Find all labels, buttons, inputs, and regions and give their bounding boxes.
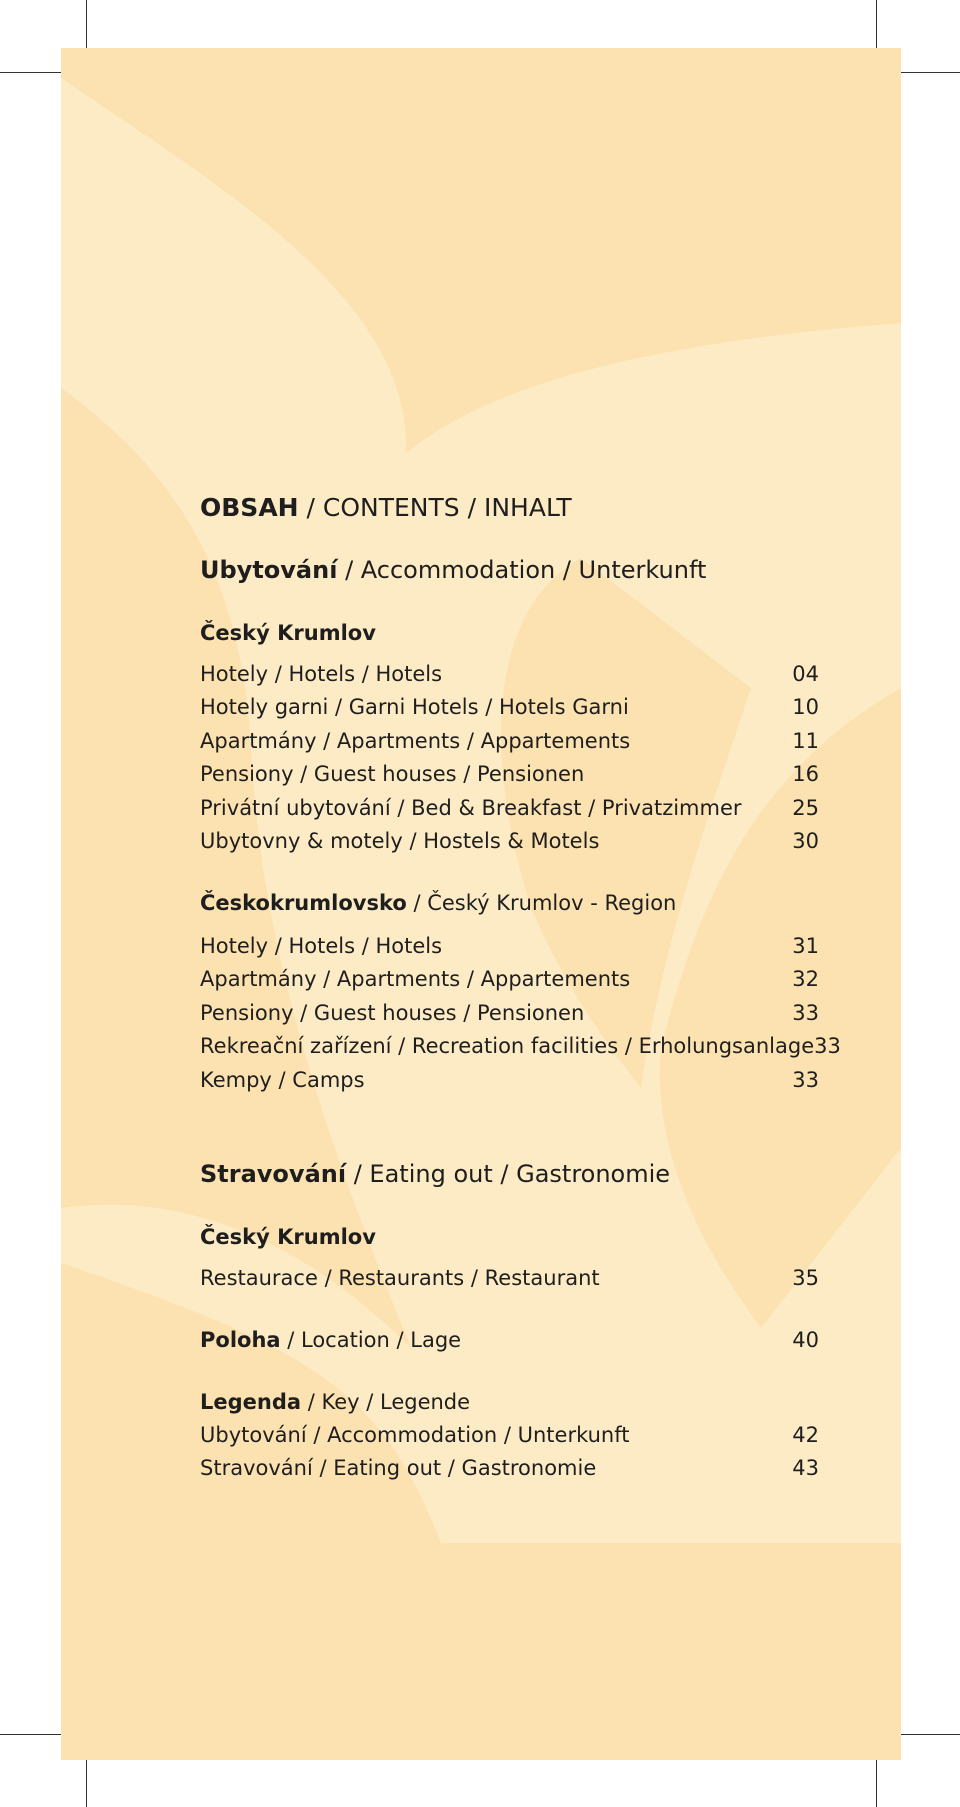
item-label: Hotely / Hotels / Hotels (200, 934, 443, 958)
list-item[interactable] (200, 691, 819, 723)
item-label: Ubytování / Accommodation / Unterkunft (200, 1423, 630, 1447)
page-title: OBSAH / CONTENTS / INHALT (200, 493, 572, 522)
crop-mark (86, 0, 87, 48)
item-label: Apartmány / Apartments / Appartements (200, 729, 631, 753)
list-item[interactable] (200, 725, 819, 757)
item-label: Hotely / Hotels / Hotels (200, 662, 443, 686)
eating-heading: Stravování / Eating out / Gastronomie (200, 1160, 671, 1188)
page-number: 04 (792, 662, 819, 686)
page-number: 11 (792, 729, 819, 753)
crop-mark (0, 1734, 61, 1735)
page-number: 43 (792, 1456, 819, 1480)
item-label: Hotely garni / Garni Hotels / Hotels Garni (200, 695, 629, 719)
crop-mark (86, 1760, 87, 1807)
page-number: 30 (792, 829, 819, 853)
list-item[interactable] (200, 1452, 819, 1484)
table-of-contents (200, 0, 841, 1807)
item-label: Restaurace / Restaurants / Restaurant (200, 1266, 600, 1290)
legend-heading: Legenda / Key / Legende (200, 1390, 471, 1414)
list-item[interactable] (200, 825, 819, 857)
list-item[interactable] (200, 658, 819, 690)
page-number: 42 (792, 1423, 819, 1447)
page-number: 31 (792, 934, 819, 958)
cesky-krumlov-heading: Český Krumlov (200, 621, 376, 645)
list-item[interactable] (200, 930, 819, 962)
item-label: Stravování / Eating out / Gastronomie (200, 1456, 597, 1480)
list-item[interactable] (200, 1262, 819, 1294)
region-heading: Českokrumlovsko / Český Krumlov - Region (200, 891, 677, 915)
item-label: Pensiony / Guest houses / Pensionen (200, 762, 585, 786)
location-item[interactable] (200, 1324, 819, 1356)
page-number: 33 (814, 1034, 841, 1058)
crop-mark (876, 1760, 877, 1807)
item-label: Kempy / Camps (200, 1068, 365, 1092)
list-item[interactable] (200, 1064, 819, 1096)
item-label: Apartmány / Apartments / Appartements (200, 967, 631, 991)
eating-cesky-krumlov-heading: Český Krumlov (200, 1225, 376, 1249)
item-label: Pensiony / Guest houses / Pensionen (200, 1001, 585, 1025)
page-number: 10 (792, 695, 819, 719)
page-number: 33 (792, 1068, 819, 1092)
crop-mark (876, 0, 877, 48)
list-item[interactable] (200, 758, 819, 790)
page-number: 16 (792, 762, 819, 786)
page-number: 35 (792, 1266, 819, 1290)
list-item[interactable] (200, 997, 819, 1029)
page-number: 33 (792, 1001, 819, 1025)
crop-mark (0, 72, 61, 73)
list-item[interactable] (200, 1419, 819, 1451)
page-number: 32 (792, 967, 819, 991)
accommodation-heading: Ubytování / Accommodation / Unterkunft (200, 556, 707, 584)
page-number: 40 (792, 1328, 819, 1352)
list-item[interactable] (200, 963, 819, 995)
page-number: 25 (792, 796, 819, 820)
item-label: Poloha / Location / Lage (200, 1328, 462, 1352)
item-label: Rekreační zařízení / Recreation facilities / Erholungsanlage (200, 1034, 815, 1058)
item-label: Privátní ubytování / Bed & Breakfast / Privatzimmer (200, 796, 742, 820)
crop-mark (901, 1734, 960, 1735)
item-label: Ubytovny & motely / Hostels & Motels (200, 829, 600, 853)
list-item[interactable] (200, 1030, 841, 1062)
list-item[interactable] (200, 792, 819, 824)
crop-mark (901, 72, 960, 73)
